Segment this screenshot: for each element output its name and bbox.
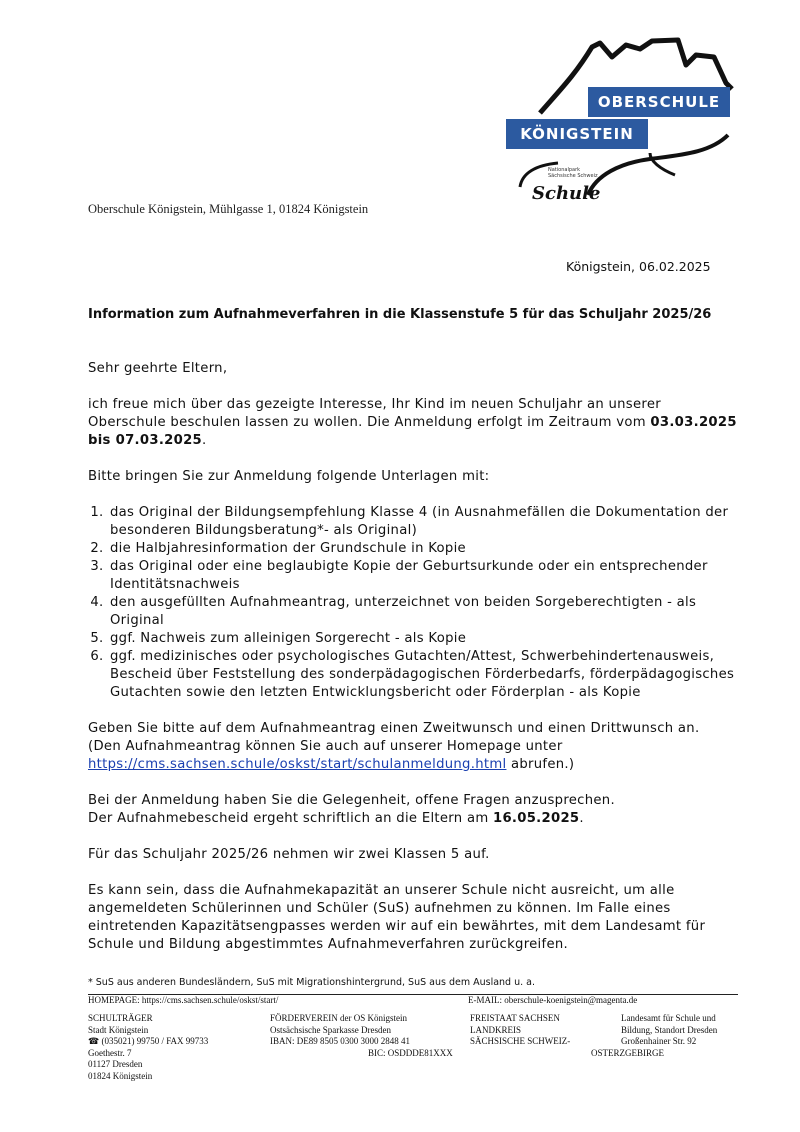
footer-col-schultraeger — [88, 1013, 263, 1082]
footer-homepage: HOMEPAGE: https://cms.sachsen.schule/oskst/start/ — [88, 995, 279, 1005]
notice-end: . — [579, 811, 584, 826]
footer-text: 01824 Königstein — [88, 1070, 153, 1081]
letter-body — [88, 360, 738, 954]
capacity-paragraph: Es kann sein, dass die Aufnahmekapazität an unserer Schule nicht ausreicht, um alle angemeldeten Schülerinnen und Schüler (SuS) aufnehmen zu können. Im Falle eines eintretenden Kapazitätsengpasses werden wir auf ein bewährtes, mit dem Landesamt für Schule und Bildung abgestimmtes Aufnahmeverfahren zurückgreifen. — [88, 883, 706, 952]
footer-osterzgebirge: OSTERZGEBIRGE — [591, 1048, 664, 1058]
notice-date: 16.05.2025 — [492, 811, 580, 826]
footer-text: 01127 Dresden — [88, 1059, 143, 1069]
list-item: 1. das Original der Bildungsempfehlung Klasse 4 (in Ausnahmefällen die Dokumentation der besonderen Bildungsberatung*- als Original) — [108, 504, 738, 540]
footer-text: ☎ (035021) 99750 / FAX 99733 — [88, 1036, 209, 1046]
notice-line — [88, 810, 738, 828]
after-link: abrufen.) — [506, 757, 575, 772]
footer-col-freistaat — [470, 1013, 610, 1048]
wishes-line: Geben Sie bitte auf dem Aufnahmeantrag einen Zweitwunsch und einen Drittwunsch an. — [88, 721, 700, 736]
footer-text: Goethestr. 7 — [88, 1047, 132, 1058]
letter-subject: Information zum Aufnahmeverfahren in die Klassenstufe 5 für das Schuljahr 2025/26 — [88, 307, 712, 322]
footer-text: LANDKREIS — [470, 1024, 521, 1035]
intro-paragraph — [88, 396, 738, 450]
homepage-hint: (Den Aufnahmeantrag können Sie auch auf unserer Homepage unter — [88, 739, 563, 754]
footer-text: SCHULTRÄGER — [88, 1013, 153, 1023]
list-item: 4. den ausgefüllten Aufnahmeantrag, unterzeichnet von beiden Sorgeberechtigten - als Original — [108, 594, 738, 630]
footer-email: E-MAIL: oberschule-koenigstein@magenta.de — [468, 995, 638, 1005]
salutation: Sehr geehrte Eltern, — [88, 361, 228, 376]
date-line: Königstein, 06.02.2025 — [566, 259, 711, 274]
footer-col-foerderverein — [270, 1013, 465, 1048]
questions-line: Bei der Anmeldung haben Sie die Gelegenheit, offene Fragen anzusprechen. — [88, 793, 615, 808]
footer-text: FREISTAAT SACHSEN — [470, 1013, 560, 1023]
footer-text: IBAN: DE89 8505 0300 3000 2848 41 — [270, 1036, 410, 1046]
sender-line: Oberschule Königstein, Mühlgasse 1, 01824 Königstein — [88, 202, 369, 216]
logo-small-text: Nationalpark Sächsische Schweiz — [548, 167, 598, 179]
footer-bic: BIC: OSDDDE81XXX — [368, 1048, 453, 1058]
intro-text: ich freue mich über das gezeigte Interesse, Ihr Kind im neuen Schuljahr an unserer Oberschule beschulen lassen zu wollen. Die Anmeldung erfolgt im Zeitraum vom — [88, 397, 661, 430]
list-item: 6. ggf. medizinisches oder psychologisches Gutachten/Attest, Schwerbehindertenausweis, Bescheid über Feststellung des sonderpädagogischen Förderbedarfs, förderpädagogisches Gutachten sowie den letzten Entwicklungsbericht oder Förderplan - als Kopie — [108, 648, 738, 702]
logo-script-schule: Schule — [532, 183, 601, 204]
footer-text: Ostsächsische Sparkasse Dresden — [270, 1024, 391, 1035]
intro-end: . — [202, 433, 207, 448]
logo-text-koenigstein: KÖNIGSTEIN — [506, 119, 648, 149]
footer-text: Bildung, Standort Dresden — [621, 1024, 718, 1035]
footer-text: SÄCHSISCHE SCHWEIZ- — [470, 1036, 571, 1046]
list-item: 2. die Halbjahresinformation der Grundschule in Kopie — [108, 540, 738, 558]
footer-text: Stadt Königstein — [88, 1024, 149, 1035]
list-item: 3. das Original oder eine beglaubigte Kopie der Geburtsurkunde oder ein entsprechender Identitätsnachweis — [108, 558, 738, 594]
registration-link[interactable]: https://cms.sachsen.schule/oskst/start/schulanmeldung.html — [88, 757, 507, 772]
notice-text: Der Aufnahmebescheid ergeht schriftlich an die Eltern am — [88, 811, 493, 826]
footer-col-landesamt — [621, 1013, 746, 1048]
registration-period: 03.03.2025 bis 07.03.2025 — [88, 415, 737, 448]
footer-text: FÖRDERVEREIN der OS Königstein — [270, 1013, 408, 1023]
footnote: * SuS aus anderen Bundesländern, SuS mit Migrationshintergrund, SuS aus dem Ausland u. a. — [88, 977, 536, 988]
school-logo — [500, 35, 740, 220]
list-item: 5. ggf. Nachweis zum alleinigen Sorgerecht - als Kopie — [108, 630, 738, 648]
footer-text: Großenhainer Str. 92 — [621, 1036, 697, 1046]
link-line — [88, 756, 738, 774]
classes-line: Für das Schuljahr 2025/26 nehmen wir zwei Klassen 5 auf. — [88, 847, 490, 862]
documents-intro: Bitte bringen Sie zur Anmeldung folgende Unterlagen mit: — [88, 469, 490, 484]
documents-list — [88, 504, 738, 702]
logo-text-oberschule: OBERSCHULE — [588, 87, 730, 117]
footer-text: Landesamt für Schule und — [621, 1013, 716, 1023]
